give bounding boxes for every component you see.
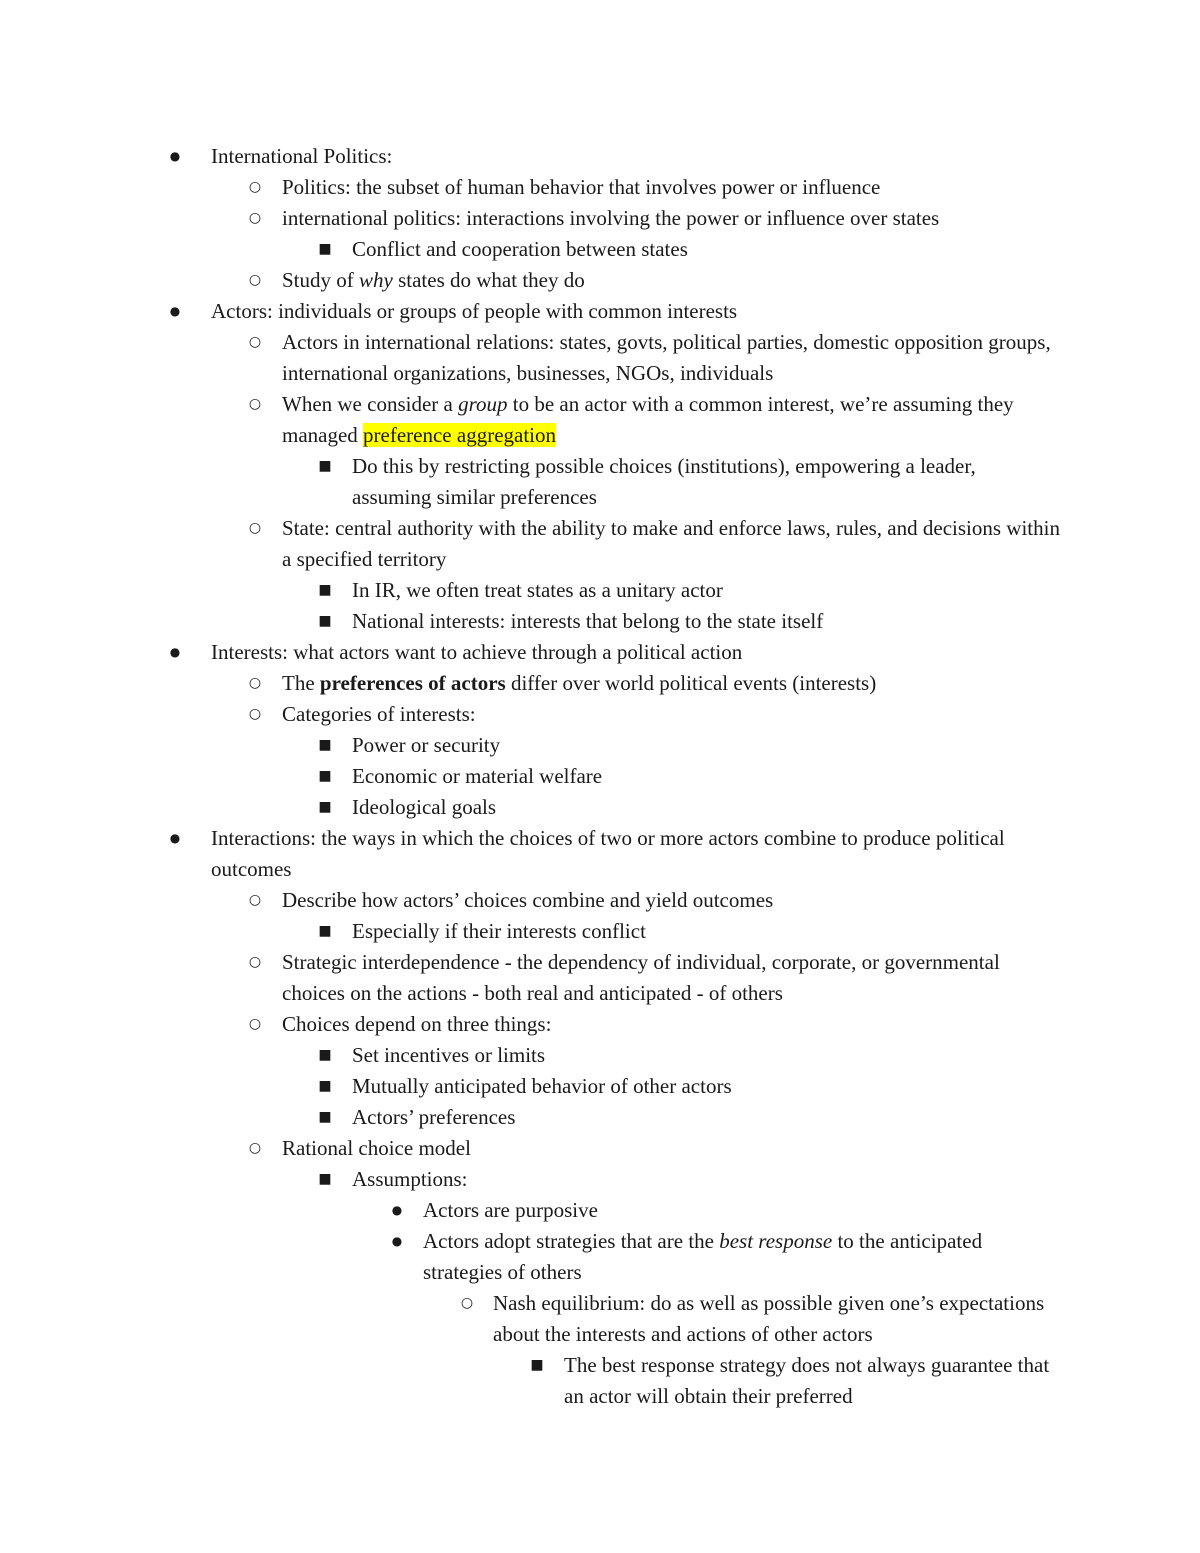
outline-item-text — [352, 234, 1060, 265]
hollow-circle-bullet-icon: ○ — [248, 954, 262, 970]
outline-item-text — [352, 916, 1060, 947]
outline-item — [0, 823, 1200, 885]
outline-item-text — [282, 947, 1060, 1009]
filled-circle-bullet-icon: ● — [169, 304, 181, 318]
hollow-circle-bullet-icon: ○ — [248, 706, 262, 722]
text-run: Actors are purposive — [423, 1198, 598, 1222]
outline-item — [0, 916, 1200, 947]
text-run: Actors’ preferences — [352, 1105, 516, 1129]
outline-item-text — [564, 1350, 1060, 1412]
outline-item-text — [282, 885, 1060, 916]
filled-square-bullet-icon: ■ — [318, 768, 332, 784]
outline-item — [0, 575, 1200, 606]
filled-square-bullet-icon: ■ — [530, 1357, 544, 1373]
outline-item-text — [352, 1102, 1060, 1133]
text-run: Interests: what actors want to achieve through a political action — [211, 640, 743, 664]
outline-item — [0, 1350, 1200, 1412]
outline-item — [0, 389, 1200, 451]
outline-item-text — [282, 389, 1060, 451]
outline-item-text — [282, 1009, 1060, 1040]
outline-item — [0, 947, 1200, 1009]
outline-item-text — [352, 606, 1060, 637]
filled-square-bullet-icon: ■ — [318, 1109, 332, 1125]
text-run: Actors in international relations: states, govts, political parties, domestic opposition groups, international organizations, businesses, NGOs, individuals — [282, 330, 1051, 385]
bold-text: preferences of actors — [319, 671, 506, 695]
outline-item — [0, 637, 1200, 668]
outline-item-text — [282, 327, 1060, 389]
outline-item-text — [352, 730, 1060, 761]
text-run: Actors adopt strategies that are the — [423, 1229, 720, 1253]
outline-item — [0, 141, 1200, 172]
filled-square-bullet-icon: ■ — [318, 1171, 332, 1187]
filled-square-bullet-icon: ■ — [318, 458, 332, 474]
text-run: Strategic interdependence - the dependency of individual, corporate, or governmental choices on the actions - both real and anticipated - of others — [282, 950, 1000, 1005]
filled-square-bullet-icon: ■ — [318, 737, 332, 753]
outline-item — [0, 792, 1200, 823]
text-run: National interests: interests that belong to the state itself — [352, 609, 824, 633]
filled-circle-bullet-icon: ● — [391, 1203, 403, 1217]
filled-square-bullet-icon: ■ — [318, 1078, 332, 1094]
outline-item — [0, 1195, 1200, 1226]
highlighted-text: preference aggregation — [363, 423, 557, 447]
outline-item — [0, 265, 1200, 296]
hollow-circle-bullet-icon: ○ — [248, 179, 262, 195]
outline-item-text — [352, 792, 1060, 823]
hollow-circle-bullet-icon: ○ — [248, 520, 262, 536]
text-run: Choices depend on three things: — [282, 1012, 552, 1036]
outline-item-text — [282, 699, 1060, 730]
filled-circle-bullet-icon: ● — [169, 645, 181, 659]
italic-text: group — [458, 392, 508, 416]
outline-item-text — [493, 1288, 1060, 1350]
outline-item — [0, 172, 1200, 203]
text-run: Assumptions: — [352, 1167, 468, 1191]
text-run: Describe how actors’ choices combine and yield outcomes — [282, 888, 774, 912]
outline-item — [0, 1288, 1200, 1350]
outline-item — [0, 730, 1200, 761]
text-run: Study of — [282, 268, 360, 292]
outline-item — [0, 885, 1200, 916]
text-run: When we consider a — [282, 392, 459, 416]
outline-item — [0, 1071, 1200, 1102]
outline-item-text — [211, 637, 1060, 668]
outline-item — [0, 451, 1200, 513]
outline-item — [0, 668, 1200, 699]
outline-item-text — [352, 1164, 1060, 1195]
outline-item-text — [423, 1195, 1060, 1226]
outline-item — [0, 513, 1200, 575]
outline-notes — [0, 141, 1200, 1412]
hollow-circle-bullet-icon: ○ — [248, 675, 262, 691]
hollow-circle-bullet-icon: ○ — [248, 272, 262, 288]
outline-item — [0, 761, 1200, 792]
text-run: Mutually anticipated behavior of other actors — [352, 1074, 732, 1098]
filled-square-bullet-icon: ■ — [318, 1047, 332, 1063]
outline-item — [0, 1226, 1200, 1288]
outline-item — [0, 1040, 1200, 1071]
text-run: differ over world political events (interests) — [505, 671, 877, 695]
text-run: International Politics: — [211, 144, 393, 168]
italic-text: best response — [719, 1229, 833, 1253]
outline-item-text — [352, 1040, 1060, 1071]
text-run: to be an actor with a common interest, we’re assuming they managed — [282, 392, 1014, 447]
text-run: Ideological goals — [352, 795, 497, 819]
text-run: Power or security — [352, 733, 501, 757]
outline-item-text — [282, 172, 1060, 203]
text-run: Interactions: the ways in which the choices of two or more actors combine to produce political outcomes — [211, 826, 1005, 881]
text-run: Conflict and cooperation between states — [352, 237, 688, 261]
text-run: The best response strategy does not always guarantee that an actor will obtain their preferred — [564, 1353, 1050, 1408]
text-run: Nash equilibrium: do as well as possible given one’s expectations about the interests and actions of other actors — [493, 1291, 1045, 1346]
hollow-circle-bullet-icon: ○ — [248, 396, 262, 412]
outline-item-text — [352, 451, 1060, 513]
text-run: international politics: interactions involving the power or influence over states — [282, 206, 940, 230]
text-run: Especially if their interests conflict — [352, 919, 646, 943]
text-run: Politics: the subset of human behavior that involves power or influence — [282, 175, 881, 199]
filled-circle-bullet-icon: ● — [391, 1234, 403, 1248]
outline-item-text — [282, 1133, 1060, 1164]
outline-item — [0, 234, 1200, 265]
text-run: State: central authority with the ability to make and enforce laws, rules, and decisions within a specified territory — [282, 516, 1060, 571]
filled-square-bullet-icon: ■ — [318, 582, 332, 598]
filled-square-bullet-icon: ■ — [318, 241, 332, 257]
outline-item — [0, 1009, 1200, 1040]
filled-square-bullet-icon: ■ — [318, 613, 332, 629]
filled-square-bullet-icon: ■ — [318, 799, 332, 815]
filled-circle-bullet-icon: ● — [169, 831, 181, 845]
text-run: Do this by restricting possible choices (institutions), empowering a leader, assuming similar preferences — [352, 454, 976, 509]
outline-item — [0, 699, 1200, 730]
hollow-circle-bullet-icon: ○ — [248, 1016, 262, 1032]
outline-item — [0, 203, 1200, 234]
outline-item-text — [211, 296, 1060, 327]
outline-item-text — [352, 761, 1060, 792]
text-run: Rational choice model — [282, 1136, 471, 1160]
hollow-circle-bullet-icon: ○ — [248, 334, 262, 350]
outline-item-text — [423, 1226, 1060, 1288]
italic-text: why — [359, 268, 393, 292]
outline-item — [0, 296, 1200, 327]
hollow-circle-bullet-icon: ○ — [248, 892, 262, 908]
text-run: states do what they do — [392, 268, 585, 292]
outline-item-text — [352, 1071, 1060, 1102]
text-run: Categories of interests: — [282, 702, 476, 726]
outline-item — [0, 327, 1200, 389]
outline-item-text — [211, 823, 1060, 885]
outline-item-text — [282, 668, 1060, 699]
outline-item-text — [352, 575, 1060, 606]
outline-item-text — [282, 513, 1060, 575]
hollow-circle-bullet-icon: ○ — [248, 1140, 262, 1156]
text-run: Economic or material welfare — [352, 764, 603, 788]
text-run: Actors: individuals or groups of people with common interests — [211, 299, 738, 323]
hollow-circle-bullet-icon: ○ — [460, 1295, 474, 1311]
hollow-circle-bullet-icon: ○ — [248, 210, 262, 226]
outline-item-text — [211, 141, 1060, 172]
outline-item — [0, 606, 1200, 637]
text-run: In IR, we often treat states as a unitary actor — [352, 578, 723, 602]
text-run: The — [282, 671, 320, 695]
outline-item — [0, 1164, 1200, 1195]
outline-item-text — [282, 265, 1060, 296]
outline-item — [0, 1133, 1200, 1164]
filled-square-bullet-icon: ■ — [318, 923, 332, 939]
text-run: Set incentives or limits — [352, 1043, 546, 1067]
filled-circle-bullet-icon: ● — [169, 149, 181, 163]
text-run: to the anticipated strategies of others — [423, 1229, 983, 1284]
outline-item — [0, 1102, 1200, 1133]
outline-item-text — [282, 203, 1060, 234]
